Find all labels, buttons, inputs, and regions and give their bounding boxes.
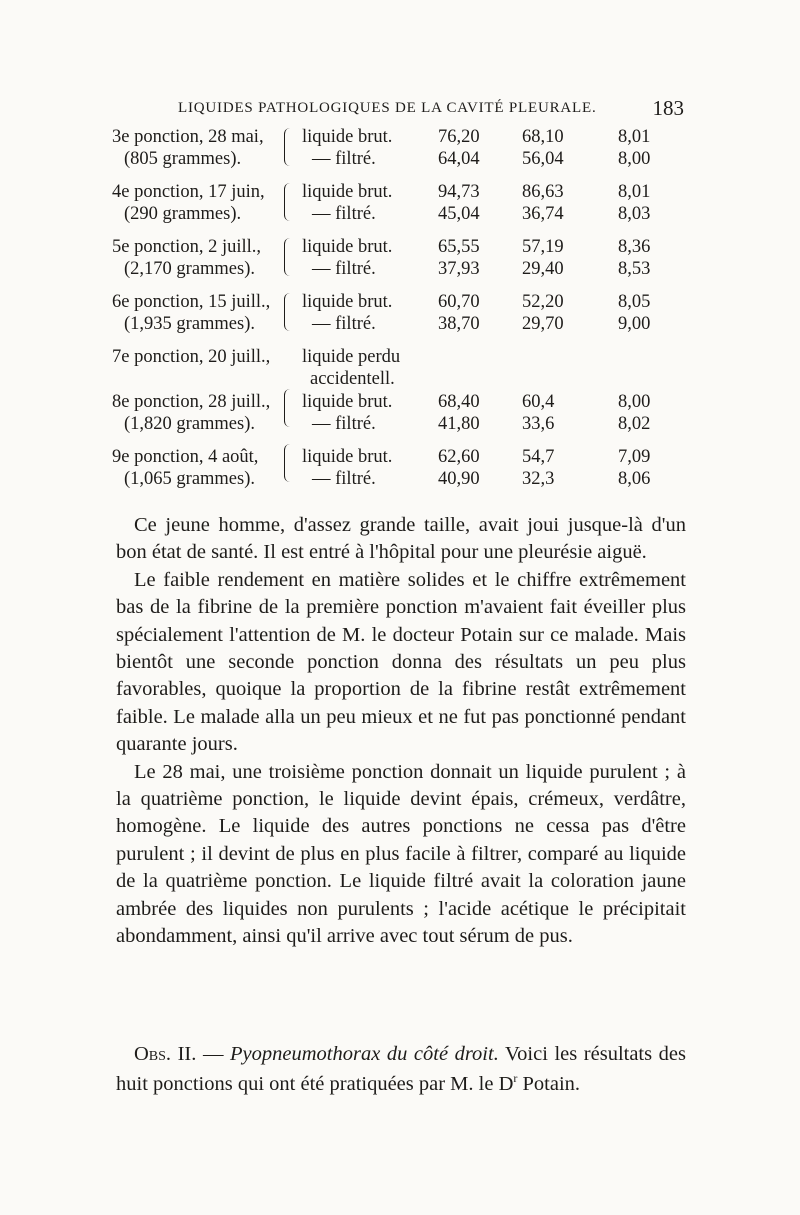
value-cell: 38,70 bbox=[438, 314, 480, 334]
value-cell: 37,93 bbox=[438, 259, 480, 279]
table-row bbox=[112, 236, 692, 258]
table-row bbox=[112, 258, 692, 280]
liquid-kind: — filtré. bbox=[312, 259, 376, 279]
value-cell: 7,09 bbox=[618, 447, 651, 467]
paragraph: Le 28 mai, une troisième ponction donnait un liquide purulent ; à la quatrième ponction, le liquide devint épais, crémeux, verdâtre, homogène. Le liquide des autres ponctions ne cessa pas d'être purulent ; il devint de plus en plus facile à filtrer, comparé au liquide de la quatrième ponction. Le liquide filtré avait la coloration jaune ambrée des liquides non purulents ; l'acide acétique le précipitait abondamment, ainsi qu'il arrive avec tout sérum de pus. bbox=[116, 760, 686, 948]
table-row bbox=[112, 468, 692, 490]
puncture-weight: (2,170 grammes). bbox=[124, 259, 256, 279]
liquid-kind: liquide brut. bbox=[302, 182, 393, 202]
table-row bbox=[112, 413, 692, 435]
table-row bbox=[112, 446, 692, 468]
puncture-label: 7e ponction, 20 juill., bbox=[112, 347, 271, 367]
value-cell: 32,3 bbox=[522, 469, 555, 489]
puncture-label: 6e ponction, 15 juill., bbox=[112, 292, 271, 312]
table-row bbox=[112, 148, 692, 170]
value-cell: 65,55 bbox=[438, 237, 480, 257]
paragraph: Le faible rendement en matière solides et le chiffre extrêmement bas de la fibrine de la première ponction m'avaient fait éveiller plus spécialement l'attention de M. le docteur Potain sur ce malade. Mais bientôt une seconde ponction donna des résultats un peu plus favorables, quoique la proportion de la fibrine restât extrêmement faible. Le malade alla un peu mieux et ne fut pas ponctionné pendant quarante jours. bbox=[116, 568, 686, 756]
table-row bbox=[112, 181, 692, 203]
value-cell: 60,70 bbox=[438, 292, 480, 312]
observation-paragraph bbox=[116, 1039, 686, 1099]
puncture-weight: (1,935 grammes). bbox=[124, 314, 256, 334]
puncture-label: 4e ponction, 17 juin, bbox=[112, 182, 265, 202]
liquid-kind: liquide brut. bbox=[302, 392, 393, 412]
value-cell: 76,20 bbox=[438, 127, 480, 147]
table-row bbox=[112, 313, 692, 335]
observation-superscript: r bbox=[513, 1070, 518, 1085]
observation-text-end: Potain. bbox=[517, 1072, 581, 1095]
value-cell: 45,04 bbox=[438, 204, 480, 224]
observation-title: Pyopneumothorax du côté droit. bbox=[230, 1042, 499, 1065]
table-row bbox=[112, 346, 692, 368]
value-cell: 8,05 bbox=[618, 292, 651, 312]
value-cell: 8,00 bbox=[618, 149, 651, 169]
liquid-kind: liquide perdu bbox=[302, 347, 401, 367]
value-cell: 8,06 bbox=[618, 469, 651, 489]
table-row bbox=[112, 126, 692, 148]
value-cell: 33,6 bbox=[522, 414, 555, 434]
liquid-kind: — filtré. bbox=[312, 414, 376, 434]
value-cell: 60,4 bbox=[522, 392, 555, 412]
value-cell: 56,04 bbox=[522, 149, 564, 169]
liquid-kind: — filtré. bbox=[312, 204, 376, 224]
puncture-weight: (290 grammes). bbox=[124, 204, 242, 224]
value-cell: 40,90 bbox=[438, 469, 480, 489]
puncture-label: 5e ponction, 2 juill., bbox=[112, 237, 262, 257]
value-cell: 41,80 bbox=[438, 414, 480, 434]
puncture-weight: (1,065 grammes). bbox=[124, 469, 256, 489]
value-cell: 9,00 bbox=[618, 314, 651, 334]
puncture-label: 8e ponction, 28 juill., bbox=[112, 392, 271, 412]
running-head bbox=[178, 96, 684, 124]
liquid-kind: — filtré. bbox=[312, 469, 376, 489]
value-cell: 8,36 bbox=[618, 237, 651, 257]
value-cell: 52,20 bbox=[522, 292, 564, 312]
value-cell: 8,00 bbox=[618, 392, 651, 412]
liquid-kind: accidentell. bbox=[310, 369, 395, 389]
value-cell: 8,03 bbox=[618, 204, 651, 224]
value-cell: 68,40 bbox=[438, 392, 480, 412]
liquid-kind: — filtré. bbox=[312, 314, 376, 334]
value-cell: 64,04 bbox=[438, 149, 480, 169]
puncture-label: 3e ponction, 28 mai, bbox=[112, 127, 264, 147]
puncture-label: 9e ponction, 4 août, bbox=[112, 447, 259, 467]
value-cell: 68,10 bbox=[522, 127, 564, 147]
value-cell: 8,01 bbox=[618, 182, 651, 202]
liquid-kind: — filtré. bbox=[312, 149, 376, 169]
value-cell: 86,63 bbox=[522, 182, 564, 202]
liquid-kind: liquide brut. bbox=[302, 127, 393, 147]
paragraph: Ce jeune homme, d'assez grande taille, avait joui jusque-là d'un bon état de santé. Il est entré à l'hôpital pour une pleurésie aiguë. bbox=[116, 514, 686, 564]
value-cell: 57,19 bbox=[522, 237, 564, 257]
value-cell: 8,01 bbox=[618, 127, 651, 147]
liquid-kind: liquide brut. bbox=[302, 237, 393, 257]
value-cell: 36,74 bbox=[522, 204, 564, 224]
value-cell: 8,02 bbox=[618, 414, 651, 434]
body-text bbox=[116, 512, 686, 951]
results-table bbox=[112, 126, 692, 498]
observation-label: Obs. II. bbox=[134, 1042, 197, 1065]
value-cell: 54,7 bbox=[522, 447, 555, 467]
liquid-kind: liquide brut. bbox=[302, 447, 393, 467]
value-cell: 8,53 bbox=[618, 259, 651, 279]
observation-dash: — bbox=[196, 1042, 230, 1065]
table-row bbox=[112, 368, 692, 390]
page-number: 183 bbox=[652, 96, 684, 120]
observation-text: Voici les résultats des huit ponctions qui ont été pratiquées par M. le D bbox=[116, 1042, 686, 1095]
value-cell: 94,73 bbox=[438, 182, 480, 202]
table-row bbox=[112, 391, 692, 413]
value-cell: 29,70 bbox=[522, 314, 564, 334]
value-cell: 29,40 bbox=[522, 259, 564, 279]
table-row bbox=[112, 203, 692, 225]
running-title: LIQUIDES PATHOLOGIQUES DE LA CAVITÉ PLEURALE. bbox=[178, 100, 597, 116]
value-cell: 62,60 bbox=[438, 447, 480, 467]
liquid-kind: liquide brut. bbox=[302, 292, 393, 312]
puncture-weight: (1,820 grammes). bbox=[124, 414, 256, 434]
table-row bbox=[112, 291, 692, 313]
puncture-weight: (805 grammes). bbox=[124, 149, 242, 169]
